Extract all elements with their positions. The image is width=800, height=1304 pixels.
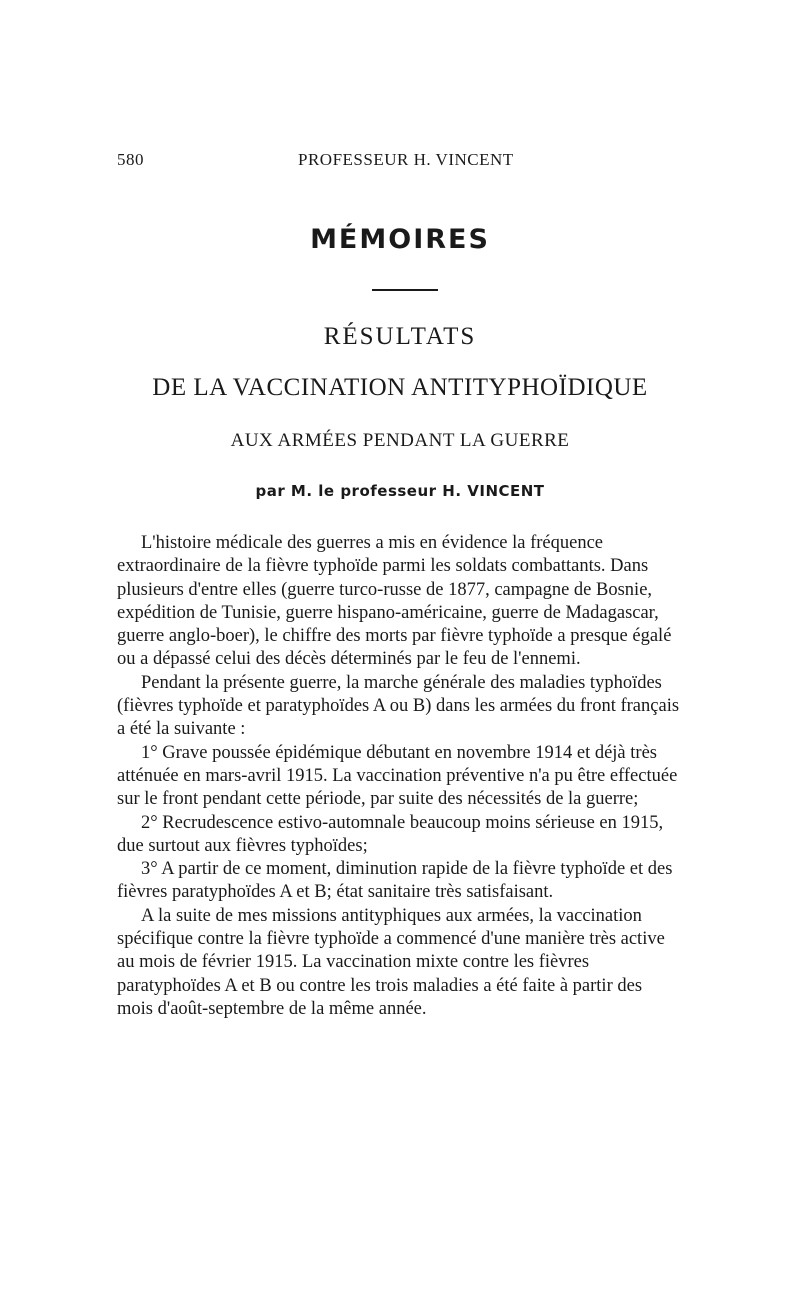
running-head-title: PROFESSEUR H. VINCENT: [298, 150, 514, 169]
article-body: [117, 532, 682, 1021]
heading-rule: [372, 289, 438, 291]
body-paragraph: A la suite de mes missions antityphiques aux armées, la vaccination spécifique contre la fièvre typhoïde a commencé d'une manière très active au mois de février 1915. La vaccination mixte contre les fièvres paratyphoïdes A et B ou contre les trois maladies a été faite à partir des mois d'août-septembre de la même année.: [117, 905, 665, 1019]
body-paragraph: L'histoire médicale des guerres a mis en évidence la fréquence extraordinaire de la fièvre typhoïde parmi les soldats combattants. Dans plusieurs d'entre elles (guerre turco-russe de 1877, campagne de Bosnie, expédition de Tunisie, guerre hispano-américaine, guerre de Madagascar, guerre anglo-boer), le chiffre des morts par fièvre typhoïde a presque égalé ou a dépassé celui des décès déterminés par le feu de l'ennemi.: [117, 533, 672, 670]
article-title-line-3: AUX ARMÉES PENDANT LA GUERRE: [230, 430, 570, 451]
author-byline: par M. le professeur H. VINCENT: [255, 482, 545, 500]
body-paragraph: 3° A partir de ce moment, diminution rapide de la fièvre typhoïde et des fièvres paratyphoïdes A et B; état sanitaire très satisfaisant.: [117, 859, 673, 903]
article-title-line-2: DE LA VACCINATION ANTITYPHOÏDIQUE: [152, 374, 648, 401]
body-paragraph: 1° Grave poussée épidémique débutant en novembre 1914 et déjà très atténuée en mars-avril 1915. La vaccination préventive n'a pu être effectuée sur le front pendant cette période, par suite des nécessités de la guerre;: [117, 742, 678, 810]
section-heading: MÉMOIRES: [310, 224, 490, 255]
body-paragraph: Pendant la présente guerre, la marche générale des maladies typhoïdes (fièvres typhoïde et paratyphoïdes A ou B) dans les armées du front français a été la suivante :: [117, 672, 680, 740]
body-paragraph: 2° Recrudescence estivo-automnale beaucoup moins sérieuse en 1915, due surtout aux fièvres typhoïdes;: [117, 812, 664, 856]
article-title-line-1: RÉSULTATS: [323, 323, 477, 350]
page-number: 580: [117, 150, 144, 169]
